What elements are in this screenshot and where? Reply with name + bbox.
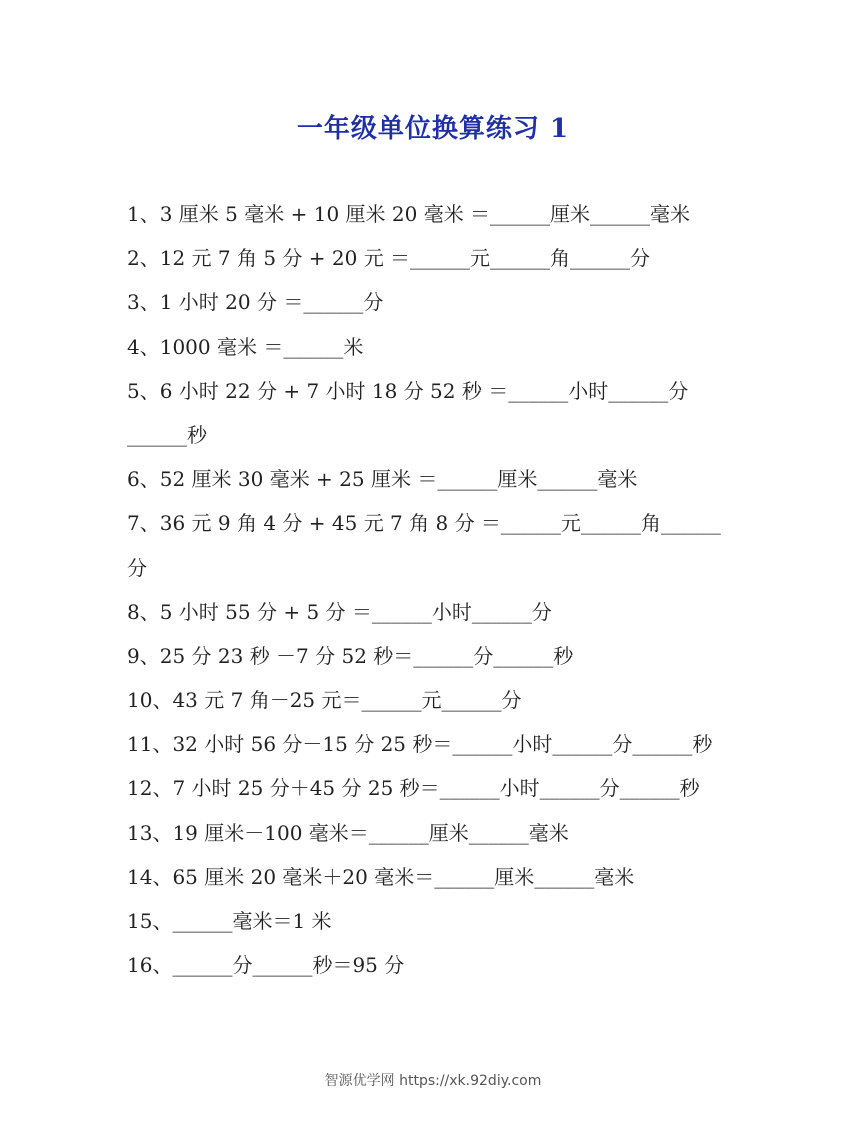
question-line: 14、65 厘米 20 毫米＋20 毫米＝______厘米______毫米 (127, 864, 635, 889)
question-line: 7、36 元 9 角 4 分 + 45 元 7 角 8 分 ＝______元______角______ (127, 511, 721, 536)
question-line: 8、5 小时 55 分 + 5 分 ＝______小时______分 (127, 599, 552, 624)
question-line-continuation: ______秒 (127, 422, 207, 447)
question-line: 3、1 小时 20 分 ＝______分 (127, 290, 384, 315)
question-line: 15、______毫米＝1 米 (127, 909, 332, 933)
question-line: 4、1000 毫米 ＝______米 (127, 334, 364, 359)
question-line: 10、43 元 7 角－25 元＝______元______分 (127, 688, 522, 713)
page-title: 一年级单位换算练习 1 (296, 114, 570, 144)
question-line: 11、32 小时 56 分－15 分 25 秒＝______小时______分______秒 (127, 732, 713, 757)
question-list (127, 196, 742, 991)
question-line-continuation: 分 (127, 555, 147, 580)
footer-watermark: 智源优学网 https://xk.92diy.com (324, 1073, 542, 1089)
question-line: 1、3 厘米 5 毫米 + 10 厘米 20 毫米 ＝______厘米______毫米 (127, 202, 691, 226)
question-line: 5、6 小时 22 分 + 7 小时 18 分 52 秒 ＝______小时______分 (127, 378, 689, 403)
question-line: 2、12 元 7 角 5 分 + 20 元 ＝______元______角______分 (127, 246, 651, 271)
question-line: 13、19 厘米－100 毫米＝______厘米______毫米 (127, 820, 569, 845)
question-line: 12、7 小时 25 分＋45 分 25 秒＝______小时______分______秒 (127, 776, 700, 801)
question-line: 6、52 厘米 30 毫米 + 25 厘米 ＝______厘米______毫米 (127, 467, 638, 492)
question-line: 9、25 分 23 秒 －7 分 52 秒＝______分______秒 (127, 643, 574, 668)
question-line: 16、______分______秒＝95 分 (127, 953, 405, 978)
